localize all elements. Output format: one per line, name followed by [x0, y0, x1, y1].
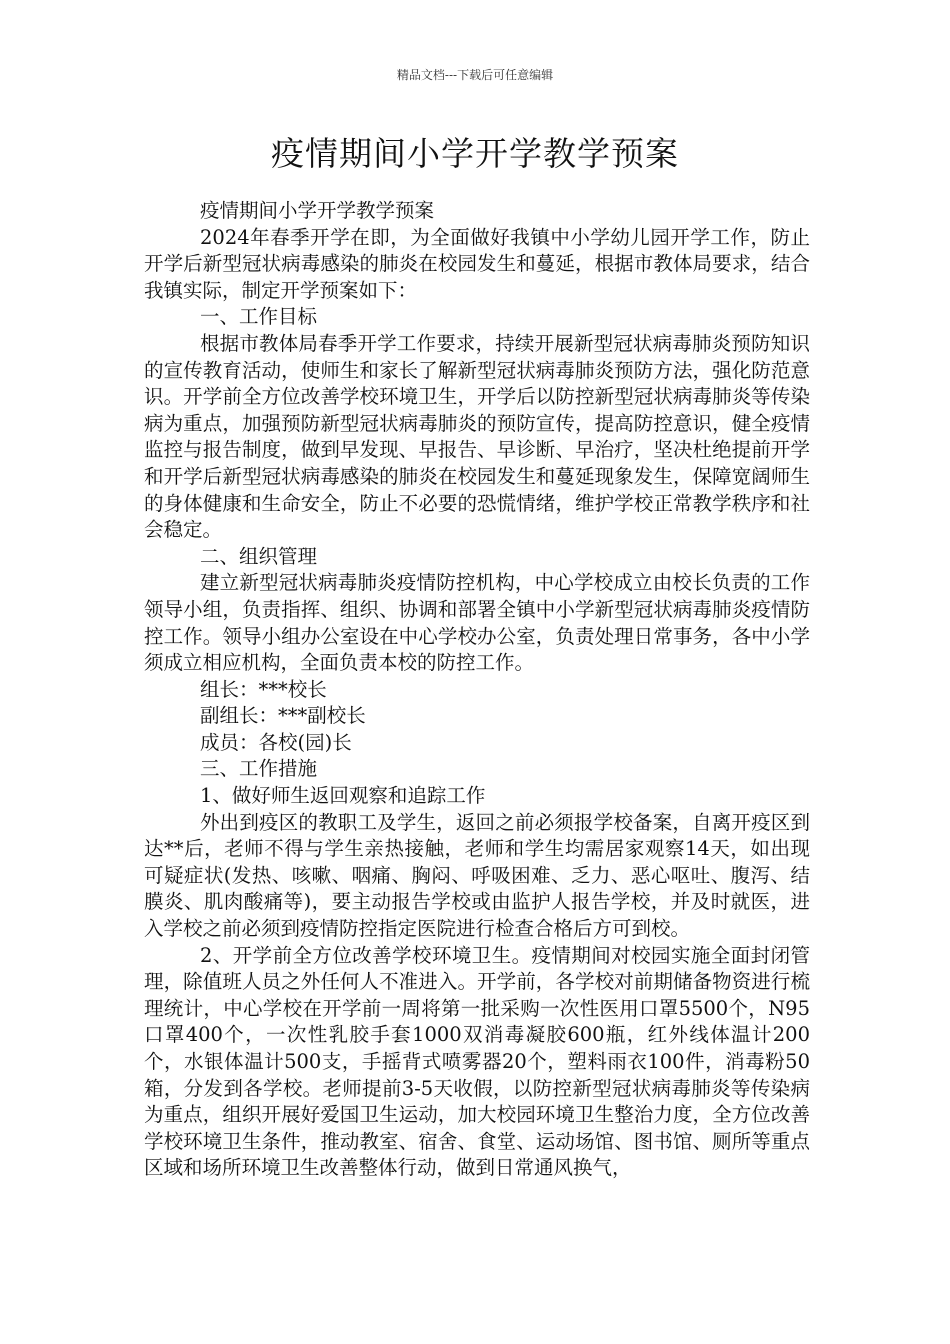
page-header: 精品文档---下载后可任意编辑: [396, 68, 554, 82]
paragraph-intro: 2024年春季开学在即，为全面做好我镇中小学幼儿园开学工作，防止开学后新型冠状病毒感染的肺炎在校园发生和蔓延，根据市教体局要求，结合我镇实际，制定开学预案如下：: [144, 225, 810, 302]
section-heading-goal: 一、工作目标: [200, 305, 318, 329]
section-heading-measures: 三、工作措施: [200, 757, 318, 781]
paragraph-goal: 根据市教体局春季开学工作要求，持续开展新型冠状病毒肺炎预防知识的宣传教育活动，使师生和家长了解新型冠状病毒肺炎预防方法，强化防范意识。开学前全方位改善学校环境卫生，开学后以防控新型冠状病毒肺炎等传染病为重点，加强预防新型冠状病毒肺炎的预防宣传，提高防控意识，健全疫情监控与报告制度，做到早发现、早报告、早诊断、早治疗，坚决杜绝提前开学和开学后新型冠状病毒感染的肺炎在校园发生和蔓延现象发生，保障宽阔师生的身体健康和生命安全，防止不必要的恐慌情绪，维护学校正常教学秩序和社会稳定。: [144, 331, 810, 542]
document-title: 疫情期间小学开学教学预案: [271, 134, 679, 173]
section-heading-management: 二、组织管理: [200, 544, 318, 568]
paragraph-environment: 2、开学前全方位改善学校环境卫生。疫情期间对校园实施全面封闭管理，除值班人员之外任何人不准进入。开学前，各学校对前期储备物资进行梳理统计，中心学校在开学前一周将第一批采购一次性医用口罩5500个，N95口罩400个，一次性乳胶手套1000双消毒凝胶600瓶，红外线体温计200个，水银体温计500支，手摇背式喷雾器20个，塑料雨衣100件，消毒粉50箱，分发到各学校。老师提前3-5天收假，以防控新型冠状病毒肺炎等传染病为重点，组织开展好爱国卫生运动，加大校园环境卫生整治力度，全方位改善学校环境卫生条件，推动教室、宿舍、食堂、运动场馆、图书馆、厕所等重点区域和场所环境卫生改善整体行动，做到日常通风换气，: [144, 943, 810, 1180]
subheading-tracking: 1、做好师生返回观察和追踪工作: [200, 784, 486, 808]
line-leader: 组长：***校长: [200, 677, 327, 701]
paragraph-subtitle: 疫情期间小学开学教学预案: [200, 199, 435, 222]
paragraph-tracking: 外出到疫区的教职工及学生，返回之前必须报学校备案，自离开疫区到达**后，老师不得与学生亲热接触，老师和学生均需居家观察14天，如出现可疑症状(发热、咳嗽、咽痛、胸闷、呼吸困难、乏力、恶心呕吐、腹泻、结膜炎、肌肉酸痛等)，要主动报告学校或由监护人报告学校，并及时就医，进入学校之前必须到疫情防控指定医院进行检查合格后方可到校。: [144, 810, 810, 941]
line-deputy-leader: 副组长：***副校长: [200, 704, 366, 728]
paragraph-management: 建立新型冠状病毒肺炎疫情防控机构，中心学校成立由校长负责的工作领导小组，负责指挥、组织、协调和部署全镇中小学新型冠状病毒肺炎疫情防控工作。领导小组办公室设在中心学校办公室，负责处理日常事务，各中小学须成立相应机构，全面负责本校的防控工作。: [144, 571, 810, 675]
document-body: [144, 198, 810, 1182]
line-members: 成员：各校(园)长: [200, 730, 352, 754]
